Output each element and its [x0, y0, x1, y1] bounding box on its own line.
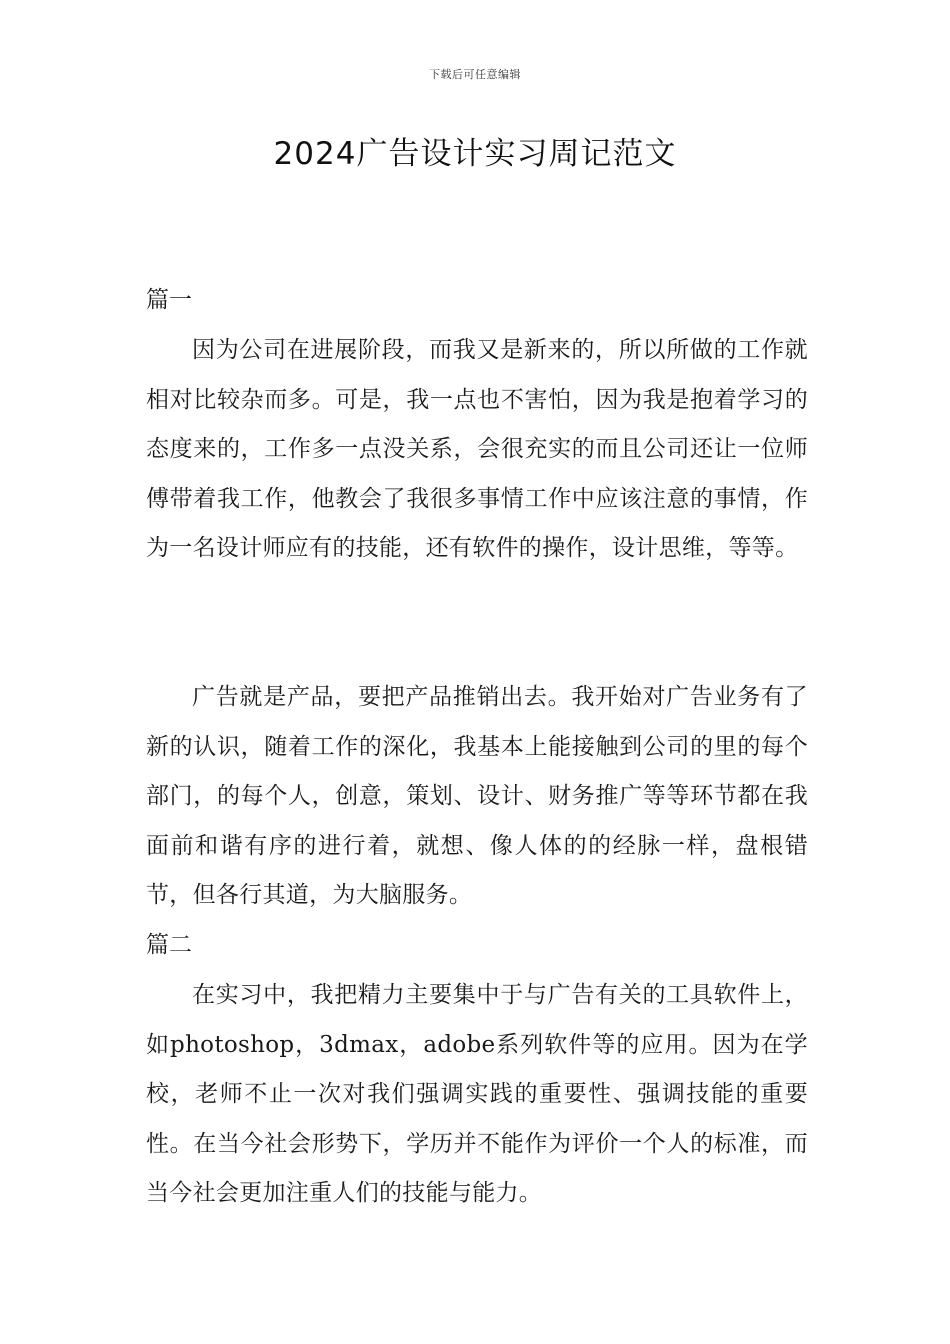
section-1-paragraph-1-block: [146, 326, 808, 574]
section-heading-2: 篇二: [146, 932, 192, 958]
document-title: 2024广告设计实习周记范文: [273, 136, 677, 172]
section-2-paragraph-1-block: [146, 971, 808, 1219]
section-2-paragraph-1: 在实习中，我把精力主要集中于与广告有关的工具软件上，如photoshop，3dmax，adobe系列软件等的应用。因为在学校，老师不止一次对我们强调实践的重要性、强调技能的重要性。在当今社会形势下，学历并不能作为评价一个人的标准，而当今社会更加注重人们的技能与能力。: [146, 982, 808, 1206]
section-1-paragraph-2: 广告就是产品，要把产品推销出去。我开始对广告业务有了新的认识，随着工作的深化，我基本上能接触到公司的里的每个部门，的每个人，创意，策划、设计、财务推广等等环节都在我面前和谐有序的进行着，就想、像人体的的经脉一样，盘根错节，但各行其道，为大脑服务。: [146, 684, 808, 908]
section-heading-1: 篇一: [146, 287, 192, 313]
header-note: 下载后可任意编辑: [429, 68, 521, 81]
section-1-paragraph-2-block: [146, 673, 808, 921]
section-1-paragraph-1: 因为公司在进展阶段，而我又是新来的，所以所做的工作就相对比较杂而多。可是，我一点也不害怕，因为我是抱着学习的态度来的，工作多一点没关系，会很充实的而且公司还让一位师傅带着我工作，他教会了我很多事情工作中应该注意的事情，作为一名设计师应有的技能，还有软件的操作，设计思维，等等。: [146, 337, 808, 561]
